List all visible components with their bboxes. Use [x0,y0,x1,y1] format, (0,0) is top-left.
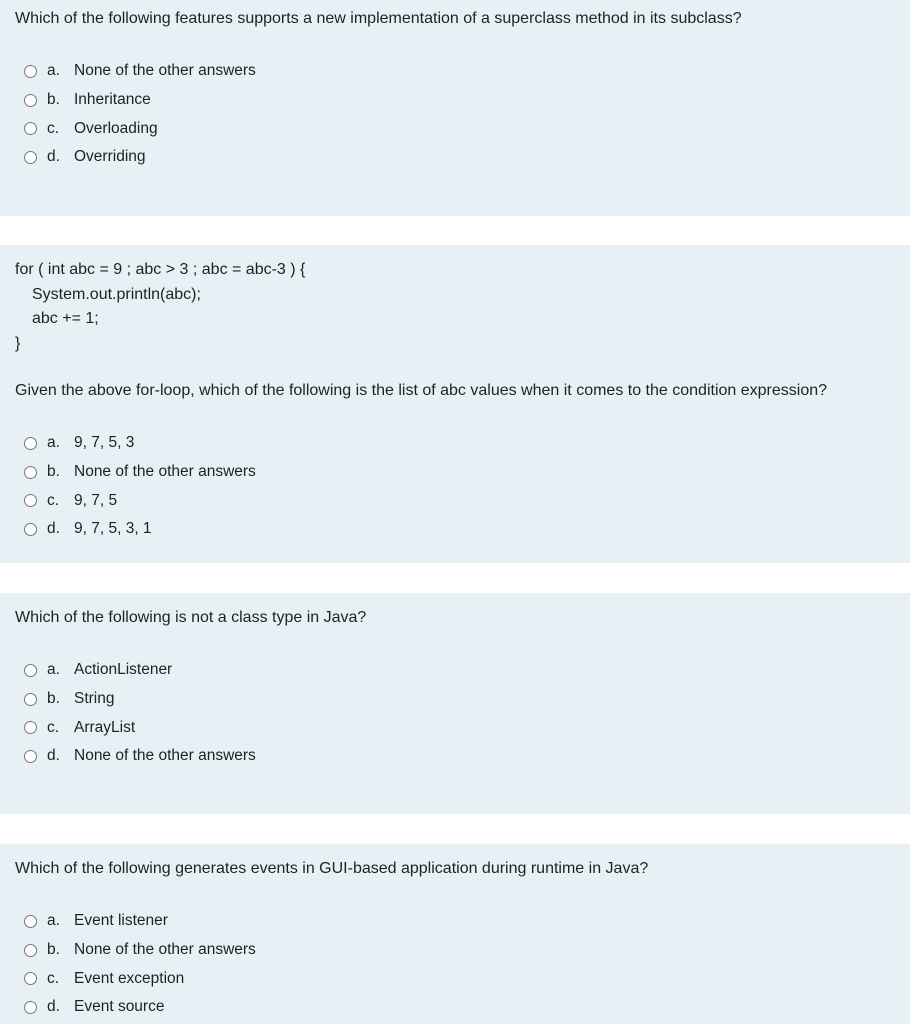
option-label: None of the other answers [74,62,256,80]
option-label: Event exception [74,969,185,987]
option-c[interactable]: c. Overloading [24,114,256,143]
option-c[interactable]: c. ArrayList [24,713,256,742]
option-label: 9, 7, 5, 3 [74,434,135,452]
option-b[interactable]: b. None of the other answers [24,458,256,487]
option-c[interactable]: c. 9, 7, 5 [24,486,256,515]
option-label: ActionListener [74,661,173,679]
question-2-prompt: Given the above for-loop, which of the following is the list of abc values when it comes to the condition expression? [15,382,828,399]
radio-button[interactable] [24,664,37,677]
code-line: for ( int abc = 9 ; abc > 3 ; abc = abc-3 ) { [15,261,306,278]
radio-button[interactable] [24,494,37,507]
code-line: System.out.println(abc); [32,285,201,303]
option-d[interactable]: d. None of the other answers [24,742,256,771]
question-3-options [24,656,256,771]
option-a[interactable]: a. ActionListener [24,656,256,685]
option-label: ArrayList [74,718,136,736]
option-a[interactable]: a. 9, 7, 5, 3 [24,429,256,458]
radio-button[interactable] [24,523,37,536]
option-label: None of the other answers [74,941,256,959]
option-label: Event source [74,998,165,1016]
radio-button[interactable] [24,721,37,734]
radio-button[interactable] [24,972,37,985]
question-1-prompt: Which of the following features supports a new implementation of a superclass method in its subclass? [15,10,742,27]
option-label: Event listener [74,912,168,930]
radio-button[interactable] [24,1001,37,1014]
option-d[interactable]: d. Overriding [24,143,256,172]
option-b[interactable]: b. None of the other answers [24,936,256,965]
radio-button[interactable] [24,915,37,928]
question-2 [0,245,910,563]
radio-button[interactable] [24,466,37,479]
question-4 [0,844,910,1024]
option-label: None of the other answers [74,747,256,765]
radio-button[interactable] [24,122,37,135]
question-2-options [24,429,256,544]
radio-button[interactable] [24,944,37,957]
option-d[interactable]: d. 9, 7, 5, 3, 1 [24,515,256,544]
question-3 [0,593,910,814]
option-label: Overloading [74,119,158,137]
option-label: 9, 7, 5 [74,491,118,509]
code-snippet [15,258,305,356]
option-b[interactable]: b. Inheritance [24,86,256,115]
option-b[interactable]: b. String [24,685,256,714]
question-4-options [24,907,256,1022]
radio-button[interactable] [24,151,37,164]
question-4-prompt: Which of the following generates events in GUI-based application during runtime in Java? [15,860,649,877]
question-1 [0,0,910,216]
option-label: None of the other answers [74,463,256,481]
radio-button[interactable] [24,750,37,763]
code-line: abc += 1; [32,310,99,327]
question-3-prompt: Which of the following is not a class type in Java? [15,609,367,626]
option-c[interactable]: c. Event exception [24,964,256,993]
option-label: String [74,690,115,708]
option-label: 9, 7, 5, 3, 1 [74,520,152,538]
option-a[interactable]: a. None of the other answers [24,57,256,86]
option-a[interactable]: a. Event listener [24,907,256,936]
code-line: } [15,334,21,352]
radio-button[interactable] [24,693,37,706]
option-d[interactable]: d. Event source [24,993,256,1022]
radio-button[interactable] [24,94,37,107]
radio-button[interactable] [24,65,37,78]
option-label: Inheritance [74,91,151,109]
option-label: Overriding [74,148,146,166]
question-1-options [24,57,256,172]
radio-button[interactable] [24,437,37,450]
